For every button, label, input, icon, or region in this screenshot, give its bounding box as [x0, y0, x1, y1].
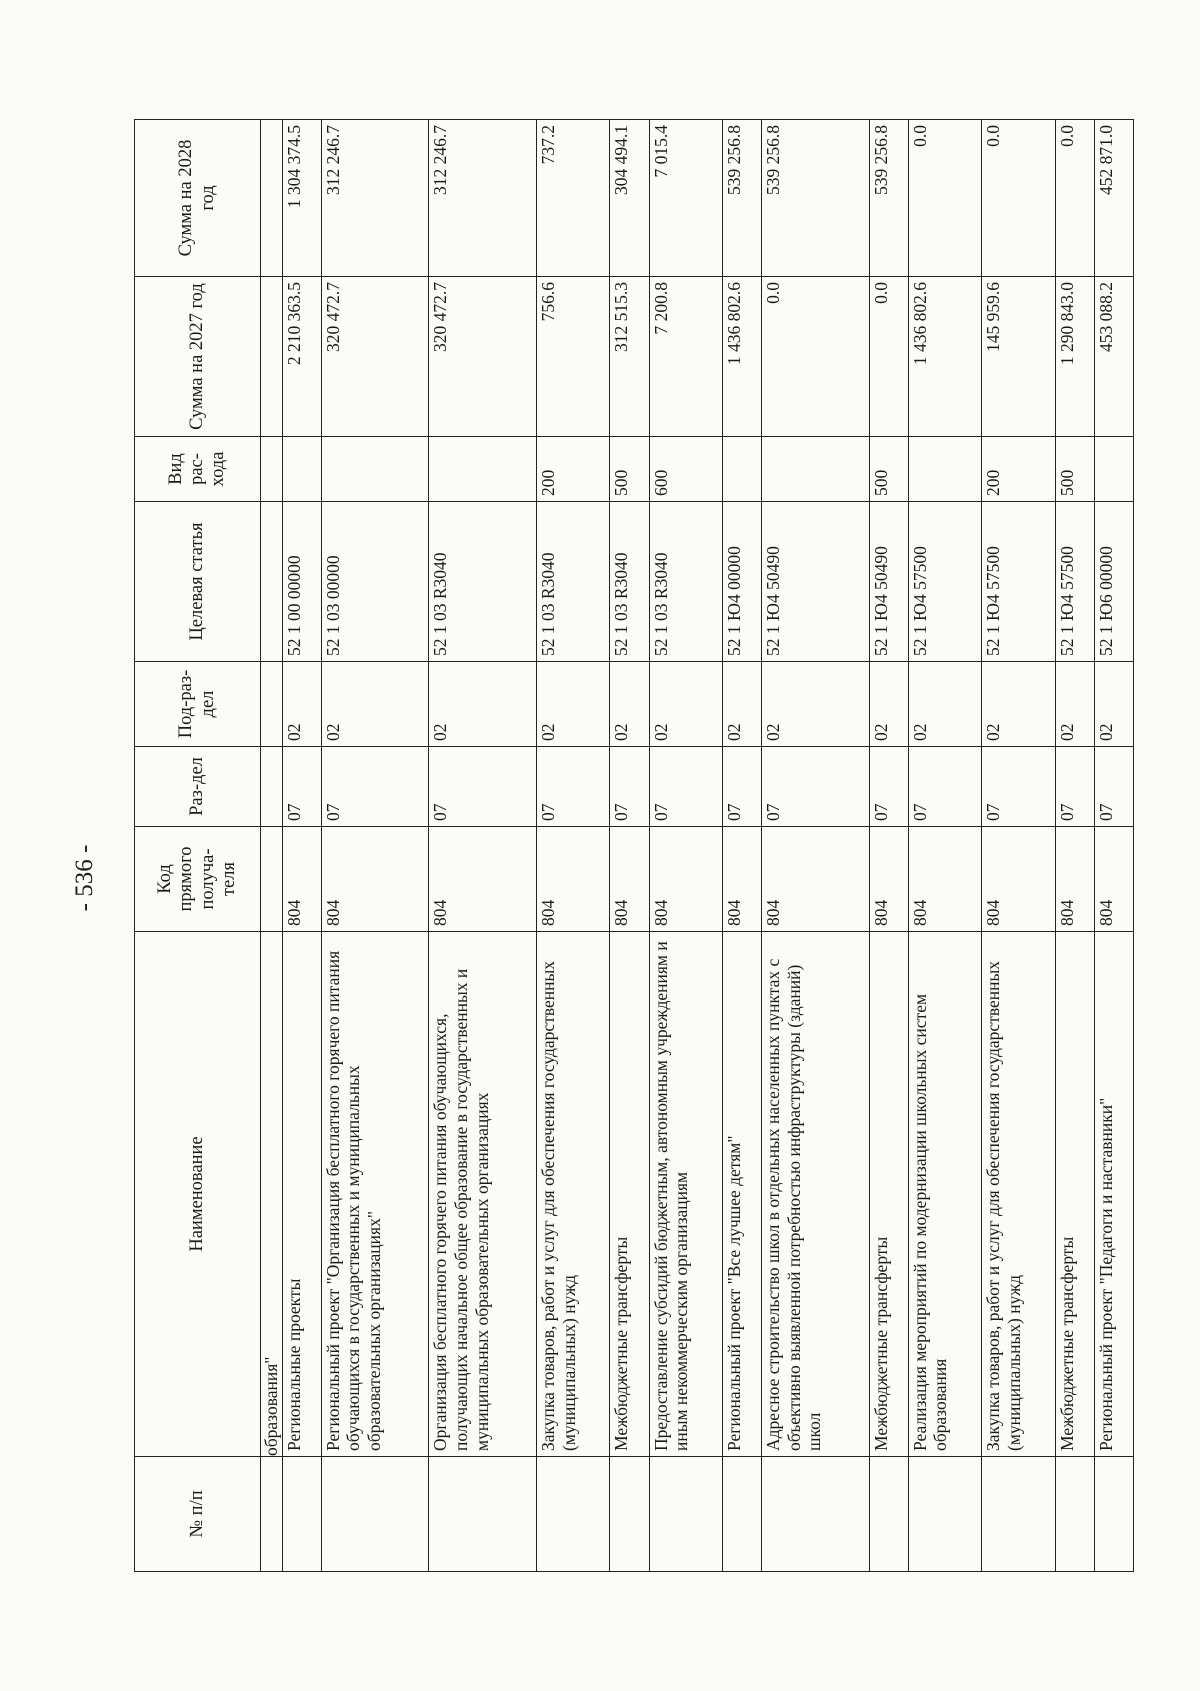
section-cell: 07 [1094, 747, 1133, 827]
subsection-cell: 02 [762, 662, 870, 747]
section-cell: 07 [321, 747, 429, 827]
expense-type-cell [282, 437, 321, 502]
table-row [610, 120, 649, 1572]
sum-2027-cell: 453 088.2 [1094, 277, 1133, 437]
name-cell: Предоставление субсидий бюджетным, автономным учреждениям и иным некоммерческим организациям [649, 932, 722, 1457]
sum-2028-cell: 0.0 [1055, 120, 1094, 277]
target-article-cell: 52 1 Ю4 57500 [1055, 502, 1094, 662]
sum-2028-cell: 312 246.7 [321, 120, 429, 277]
sum-2028-cell: 7 015.4 [649, 120, 722, 277]
header-sum-2027: Сумма на 2027 год [135, 277, 261, 437]
table-row [649, 120, 722, 1572]
recipient-code-cell: 804 [982, 827, 1055, 932]
rotated-page-content [134, 120, 1134, 1572]
subsection-cell: 02 [282, 662, 321, 747]
target-article-cell: 52 1 03 R3040 [610, 502, 649, 662]
header-num: № п/п [135, 1457, 261, 1572]
sum-2028-cell: 539 256.8 [869, 120, 908, 277]
sum-2027-cell: 7 200.8 [649, 277, 722, 437]
header-section: Раз-дел [135, 747, 261, 827]
name-cell: образования" [261, 932, 283, 1457]
table-body [261, 120, 1134, 1572]
expense-type-cell: 500 [610, 437, 649, 502]
sum-2027-cell: 312 515.3 [610, 277, 649, 437]
subsection-cell: 02 [536, 662, 609, 747]
subsection-cell: 02 [722, 662, 761, 747]
table-row [429, 120, 537, 1572]
recipient-code-cell: 804 [869, 827, 908, 932]
expense-type-cell [429, 437, 537, 502]
table-header-row [135, 120, 261, 1572]
name-cell: Межбюджетные трансферты [1055, 932, 1094, 1457]
sum-2027-cell: 0.0 [869, 277, 908, 437]
header-sum-2028: Сумма на 2028 год [135, 120, 261, 277]
table-row [1094, 120, 1133, 1572]
recipient-code-cell: 804 [282, 827, 321, 932]
expense-type-cell [722, 437, 761, 502]
subsection-cell: 02 [649, 662, 722, 747]
section-cell: 07 [1055, 747, 1094, 827]
expense-type-cell [321, 437, 429, 502]
recipient-code-cell: 804 [536, 827, 609, 932]
section-cell: 07 [649, 747, 722, 827]
name-cell: Региональный проект "Педагоги и наставники" [1094, 932, 1133, 1457]
target-article-cell: 52 1 Ю4 57500 [908, 502, 981, 662]
name-cell: Закупка товаров, работ и услуг для обеспечения государственных (муниципальных) нужд [982, 932, 1055, 1457]
row-number-cell [610, 1457, 649, 1572]
table-row [982, 120, 1055, 1572]
target-article-cell: 52 1 Ю4 57500 [982, 502, 1055, 662]
sum-2028-cell: 304 494.1 [610, 120, 649, 277]
recipient-code-cell [261, 827, 283, 932]
target-article-cell: 52 1 03 R3040 [429, 502, 537, 662]
target-article-cell [261, 502, 283, 662]
sum-2028-cell: 539 256.8 [722, 120, 761, 277]
sum-2027-cell: 1 290 843.0 [1055, 277, 1094, 437]
target-article-cell: 52 1 03 00000 [321, 502, 429, 662]
target-article-cell: 52 1 00 00000 [282, 502, 321, 662]
row-number-cell [649, 1457, 722, 1572]
expense-type-cell: 200 [982, 437, 1055, 502]
target-article-cell: 52 1 Ю6 00000 [1094, 502, 1133, 662]
expense-type-cell: 500 [869, 437, 908, 502]
table-row [1055, 120, 1094, 1572]
header-subsection: Под-раз-дел [135, 662, 261, 747]
table-row [762, 120, 870, 1572]
subsection-cell: 02 [321, 662, 429, 747]
target-article-cell: 52 1 03 R3040 [536, 502, 609, 662]
row-number-cell [982, 1457, 1055, 1572]
expense-type-cell [762, 437, 870, 502]
row-number-cell [261, 1457, 283, 1572]
target-article-cell: 52 1 03 R3040 [649, 502, 722, 662]
expense-type-cell: 200 [536, 437, 609, 502]
subsection-cell: 02 [610, 662, 649, 747]
expense-type-cell: 500 [1055, 437, 1094, 502]
section-cell: 07 [869, 747, 908, 827]
sum-2027-cell: 320 472.7 [321, 277, 429, 437]
sum-2027-cell [261, 277, 283, 437]
expense-type-cell: 600 [649, 437, 722, 502]
recipient-code-cell: 804 [1094, 827, 1133, 932]
section-cell: 07 [982, 747, 1055, 827]
header-recipient-code: Код прямого получа-теля [135, 827, 261, 932]
row-number-cell [1094, 1457, 1133, 1572]
sum-2028-cell: 0.0 [908, 120, 981, 277]
recipient-code-cell: 804 [321, 827, 429, 932]
row-number-cell [536, 1457, 609, 1572]
name-cell: Региональный проект "Организация бесплатного горячего питания обучающихся в государственных и муниципальных образовательных организациях" [321, 932, 429, 1457]
sum-2028-cell: 539 256.8 [762, 120, 870, 277]
subsection-cell: 02 [1055, 662, 1094, 747]
header-target-article: Целевая статья [135, 502, 261, 662]
row-number-cell [908, 1457, 981, 1572]
name-cell: Закупка товаров, работ и услуг для обеспечения государственных (муниципальных) нужд [536, 932, 609, 1457]
header-expense-type: Вид рас-хода [135, 437, 261, 502]
subsection-cell: 02 [869, 662, 908, 747]
sum-2028-cell: 0.0 [982, 120, 1055, 277]
sum-2028-cell: 312 246.7 [429, 120, 537, 277]
row-number-cell [321, 1457, 429, 1572]
table-row [908, 120, 981, 1572]
target-article-cell: 52 1 Ю4 00000 [722, 502, 761, 662]
section-cell: 07 [762, 747, 870, 827]
name-cell: Региональный проект "Все лучшее детям" [722, 932, 761, 1457]
row-number-cell [722, 1457, 761, 1572]
section-cell: 07 [610, 747, 649, 827]
section-cell: 07 [722, 747, 761, 827]
recipient-code-cell: 804 [722, 827, 761, 932]
sum-2027-cell: 320 472.7 [429, 277, 537, 437]
row-number-cell [282, 1457, 321, 1572]
name-cell: Реализация мероприятий по модернизации школьных систем образования [908, 932, 981, 1457]
target-article-cell: 52 1 Ю4 50490 [869, 502, 908, 662]
table-row [536, 120, 609, 1572]
sum-2027-cell: 1 436 802.6 [722, 277, 761, 437]
sum-2027-cell: 756.6 [536, 277, 609, 437]
section-cell: 07 [429, 747, 537, 827]
section-cell: 07 [908, 747, 981, 827]
target-article-cell: 52 1 Ю4 50490 [762, 502, 870, 662]
sum-2027-cell: 2 210 363.5 [282, 277, 321, 437]
sum-2027-cell: 145 959.6 [982, 277, 1055, 437]
budget-table [134, 119, 1134, 1572]
section-cell: 07 [536, 747, 609, 827]
recipient-code-cell: 804 [1055, 827, 1094, 932]
subsection-cell: 02 [908, 662, 981, 747]
sum-2028-cell: 1 304 374.5 [282, 120, 321, 277]
section-cell [261, 747, 283, 827]
recipient-code-cell: 804 [908, 827, 981, 932]
row-number-cell [1055, 1457, 1094, 1572]
expense-type-cell [261, 437, 283, 502]
name-cell: Межбюджетные трансферты [869, 932, 908, 1457]
subsection-cell: 02 [429, 662, 537, 747]
recipient-code-cell: 804 [649, 827, 722, 932]
subsection-cell [261, 662, 283, 747]
sum-2027-cell: 0.0 [762, 277, 870, 437]
sum-2028-cell [261, 120, 283, 277]
row-number-cell [869, 1457, 908, 1572]
table-row [282, 120, 321, 1572]
name-cell: Межбюджетные трансферты [610, 932, 649, 1457]
recipient-code-cell: 804 [762, 827, 870, 932]
subsection-cell: 02 [1094, 662, 1133, 747]
page-number: - 536 - [71, 844, 98, 912]
expense-type-cell [908, 437, 981, 502]
name-cell: Региональные проекты [282, 932, 321, 1457]
row-number-cell [429, 1457, 537, 1572]
sum-2028-cell: 452 871.0 [1094, 120, 1133, 277]
table-row [261, 120, 283, 1572]
section-cell: 07 [282, 747, 321, 827]
recipient-code-cell: 804 [429, 827, 537, 932]
recipient-code-cell: 804 [610, 827, 649, 932]
header-name: Наименование [135, 932, 261, 1457]
sum-2027-cell: 1 436 802.6 [908, 277, 981, 437]
table-row [869, 120, 908, 1572]
sum-2028-cell: 737.2 [536, 120, 609, 277]
table-row [722, 120, 761, 1572]
name-cell: Адресное строительство школ в отдельных населенных пунктах с объективно выявленной потребностью инфраструктуры (зданий) школ [762, 932, 870, 1457]
name-cell: Организация бесплатного горячего питания обучающихся, получающих начальное общее образование в государственных и муниципальных образовательных организациях [429, 932, 537, 1457]
row-number-cell [762, 1457, 870, 1572]
subsection-cell: 02 [982, 662, 1055, 747]
table-row [321, 120, 429, 1572]
expense-type-cell [1094, 437, 1133, 502]
